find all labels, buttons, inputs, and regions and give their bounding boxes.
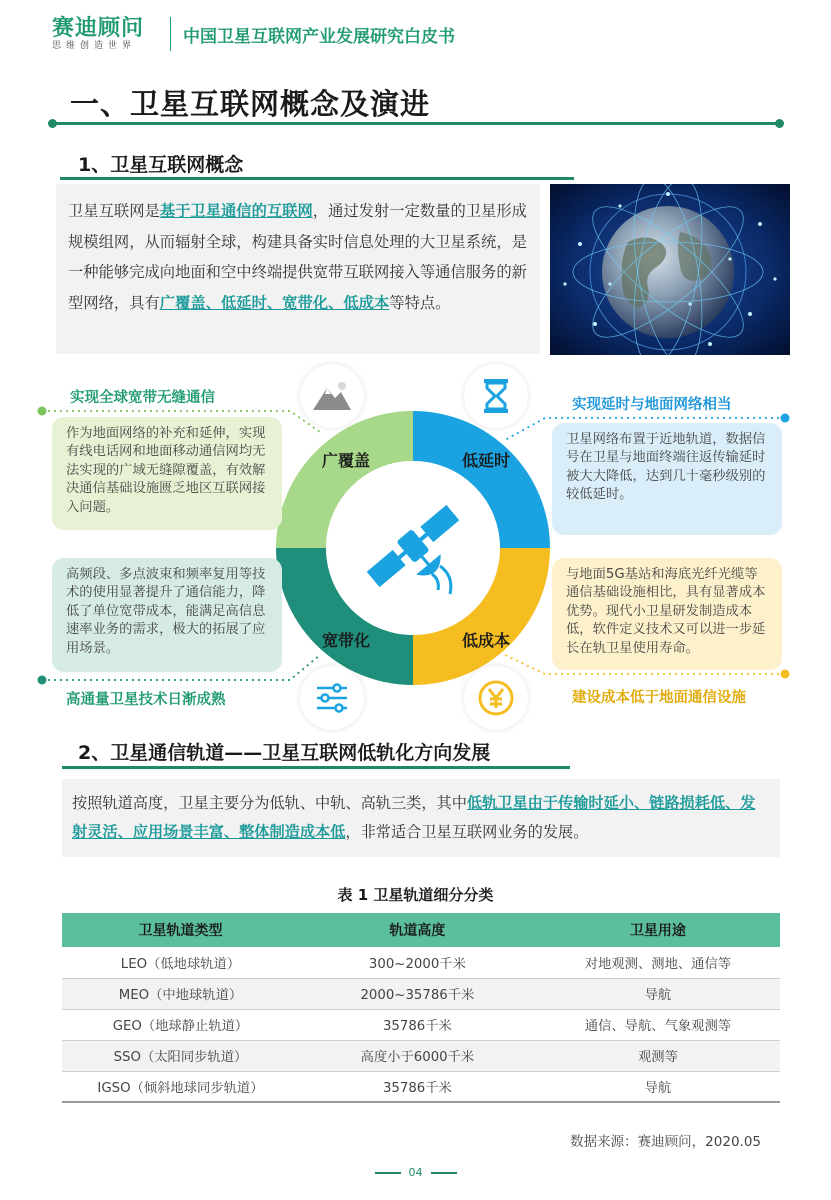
coverage-description: 作为地面网络的补充和延伸，实现有线电话网和地面移动通信网均无法实现的广域无缝隙覆盖，有效解决通信基础设施匮乏地区互联网接入问题。 (52, 417, 282, 530)
label-latency: 低延时 (462, 451, 511, 470)
orbit-subtitle-line (62, 766, 570, 769)
table-header-cell: 轨道高度 (299, 913, 536, 947)
mountain-icon (300, 364, 364, 428)
logo-slogan: 思维创造世界 (52, 41, 137, 51)
page-number-text: 04 (408, 1166, 423, 1179)
concept-text-2: ，通过发射一定数量的卫星形成规模组网，从而辐射全球，构建具备实时信息处理的大卫星系统，是一种能够完成向地面和空中终端提供宽带互联网接入等通信服务的新型网络，具有 (68, 202, 527, 312)
cost-description: 与地面5G基站和海底光纤光缆等通信基础设施相比，具有显著成本优势。现代小卫星研发制造成本低，软件定义技术又可以进一步延长在轨卫星使用寿命。 (552, 558, 782, 670)
coverage-heading: 实现全球宽带无缝通信 (70, 390, 215, 406)
orbit-subtitle: 2、卫星通信轨道——卫星互联网低轨化方向发展 (78, 742, 491, 764)
label-broadband: 宽带化 (322, 631, 371, 650)
table-cell: 300~2000千米 (299, 947, 536, 978)
yuan-icon (464, 666, 528, 730)
section-title: 一、卫星互联网概念及演进 (70, 87, 431, 121)
logo-main: 赛迪顾问 (52, 15, 145, 41)
table-cell: 导航 (536, 978, 780, 1009)
table-row (62, 978, 780, 1009)
table-cell: IGSO（倾斜地球同步轨道） (62, 1071, 299, 1102)
orbit-text-2: ，非常适合卫星互联网业务的发展。 (345, 823, 589, 841)
data-source: 数据来源：赛迪顾问，2020.05 (570, 1134, 761, 1150)
latency-heading: 实现延时与地面网络相当 (572, 397, 732, 413)
table-row (62, 947, 780, 978)
table-cell: 通信、导航、气象观测等 (536, 1009, 780, 1040)
table-cell: SSO（太阳同步轨道） (62, 1040, 299, 1071)
orbit-text-1: 按照轨道高度，卫星主要分为低轨、中轨、高轨三类，其中 (72, 794, 467, 812)
table-caption: 表 1 卫星轨道细分分类 (337, 886, 494, 904)
orbit-table (62, 913, 780, 1103)
broadband-description: 高频段、多点波束和频率复用等技术的使用显著提升了通信能力，降低了单位宽带成本，能满足高信息速率业务的需求，极大的拓展了应用场景。 (52, 558, 282, 672)
table-header-cell: 卫星用途 (536, 913, 780, 947)
document-title: 中国卫星互联网产业发展研究白皮书 (183, 26, 455, 47)
label-cost: 低成本 (462, 631, 511, 650)
concept-text-3: 等特点。 (389, 293, 451, 312)
concept-subtitle: 1、卫星互联网概念 (78, 154, 244, 176)
table-row (62, 1040, 780, 1071)
page-number (0, 1166, 831, 1179)
table-cell: 观测等 (536, 1040, 780, 1071)
latency-description: 卫星网络布置于近地轨道，数据信号在卫星与地面终端往返传输延时被大大降低，达到几十毫秒级别的较低延时。 (552, 423, 782, 535)
table-cell: 2000~35786千米 (299, 978, 536, 1009)
sliders-icon (300, 666, 364, 730)
table-cell: 导航 (536, 1071, 780, 1102)
table-row (62, 1009, 780, 1040)
broadband-heading: 高通量卫星技术日渐成熟 (66, 692, 226, 708)
label-coverage: 广覆盖 (322, 451, 371, 470)
table-cell: 35786千米 (299, 1071, 536, 1102)
table-cell: 高度小于6000千米 (299, 1040, 536, 1071)
hourglass-icon (464, 364, 528, 428)
concept-highlight-2: 广覆盖、低延时、宽带化、低成本 (159, 293, 390, 312)
table-row (62, 1071, 780, 1102)
concept-highlight-1: 基于卫星通信的互联网 (159, 202, 313, 220)
concept-text-1: 卫星互联网是 (68, 202, 160, 220)
orbit-paragraph (62, 779, 780, 857)
orbit-highlight: 低轨卫星由于传输时延小、链路损耗低、发射灵活、应用场景丰富、整体制造成本低 (72, 794, 756, 841)
table-cell: GEO（地球静止轨道） (62, 1009, 299, 1040)
cost-heading: 建设成本低于地面通信设施 (572, 690, 746, 706)
table-header-cell: 卫星轨道类型 (62, 913, 299, 947)
table-cell: 对地观测、测地、通信等 (536, 947, 780, 978)
table-cell: MEO（中地球轨道） (62, 978, 299, 1009)
table-header-row (62, 913, 780, 947)
table-cell: LEO（低地球轨道） (62, 947, 299, 978)
table-cell: 35786千米 (299, 1009, 536, 1040)
